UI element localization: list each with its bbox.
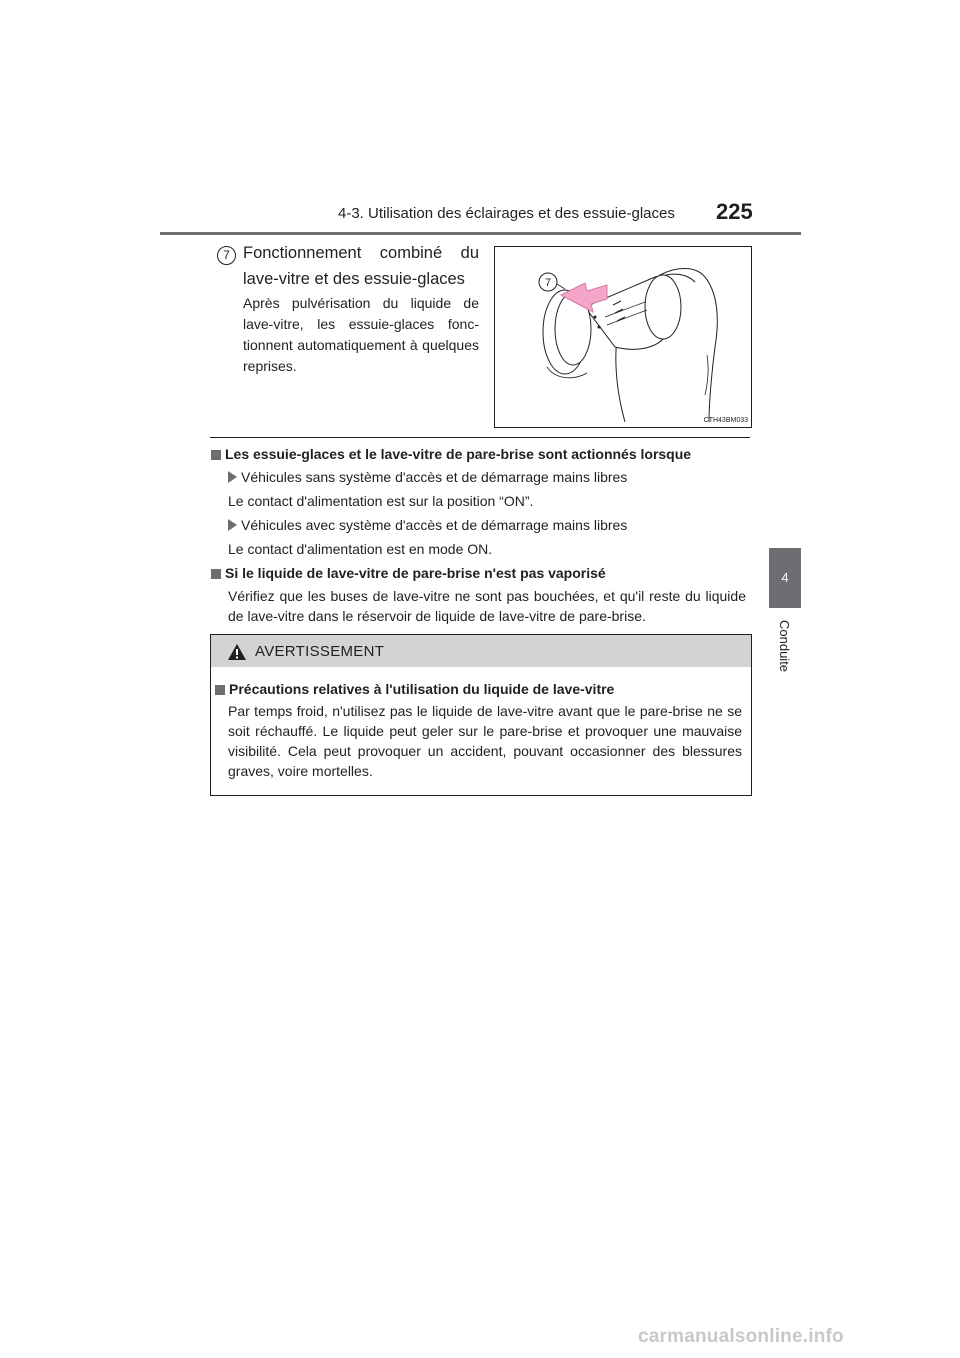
wiper-lever-figure (494, 246, 752, 428)
case-item-without-smart-key: Véhicules sans système d'accès et de démarrage mains libres (228, 467, 627, 487)
step-title-line-1: Fonctionnement combiné du (243, 244, 479, 262)
note-heading-operation: Les essuie-glaces et le lave-vitre de pare-brise sont actionnés lorsque (211, 444, 691, 464)
case-text-without-smart-key: Le contact d'alimentation est sur la position “ON”. (228, 493, 534, 509)
square-bullet-icon (215, 685, 225, 695)
note-text-no-spray: Vérifiez que les buses de lave-vitre ne sont pas bouchées, et qu'il reste du liquide de lave-vitre dans le réservoir de liquide de lave-vitre de pare-brise. (228, 588, 746, 624)
case-item-with-smart-key: Véhicules avec système d'accès et de démarrage mains libres (228, 515, 627, 535)
case-text-with-smart-key: Le contact d'alimentation est en mode ON. (228, 541, 493, 557)
step-title-line-2: lave-vitre et des essuie-glaces (243, 270, 465, 288)
triangle-bullet-icon (228, 471, 237, 483)
warning-box (210, 634, 752, 796)
watermark: carmanualsonline.info (638, 1326, 844, 1347)
warning-text: Par temps froid, n'utilisez pas le liquide de lave-vitre avant que le pare-brise ne se soit réchauffé. Le liquide peut geler sur le pare-brise et provoquer une mauvaise visibilité. Cela peut provoquer un accident, pouvant occasionner des blessures graves, voire mortelles. (228, 703, 742, 779)
header-rule (160, 232, 801, 235)
warning-subheading: Précautions relatives à l'utilisation du liquide de lave-vitre (215, 679, 614, 699)
warning-header (211, 635, 751, 667)
page-number: 225 (716, 199, 753, 224)
triangle-bullet-icon (228, 519, 237, 531)
step-title (243, 240, 479, 292)
warning-triangle-icon (227, 643, 247, 661)
step-description: Après pulvérisation du liquide de lave-vitre, les essuie-glaces fonc-tionnent automatiquement à quelques reprises. (243, 295, 479, 374)
figure-callout: 7 (544, 277, 552, 289)
warning-title: AVERTISSEMENT (255, 643, 385, 660)
square-bullet-icon (211, 450, 221, 460)
square-bullet-icon (211, 569, 221, 579)
chapter-tab[interactable]: 4 (769, 548, 801, 608)
header-title: 4-3. Utilisation des éclairages et des essuie-glaces (338, 205, 675, 222)
section-divider (210, 437, 750, 438)
chapter-label: Conduite (777, 620, 792, 673)
note-heading-no-spray: Si le liquide de lave-vitre de pare-brise n'est pas vaporisé (211, 563, 606, 583)
step-number-badge: 7 (217, 246, 236, 265)
wiper-lever-illustration (495, 247, 751, 427)
figure-caption: CTH43BM033 (703, 417, 748, 424)
